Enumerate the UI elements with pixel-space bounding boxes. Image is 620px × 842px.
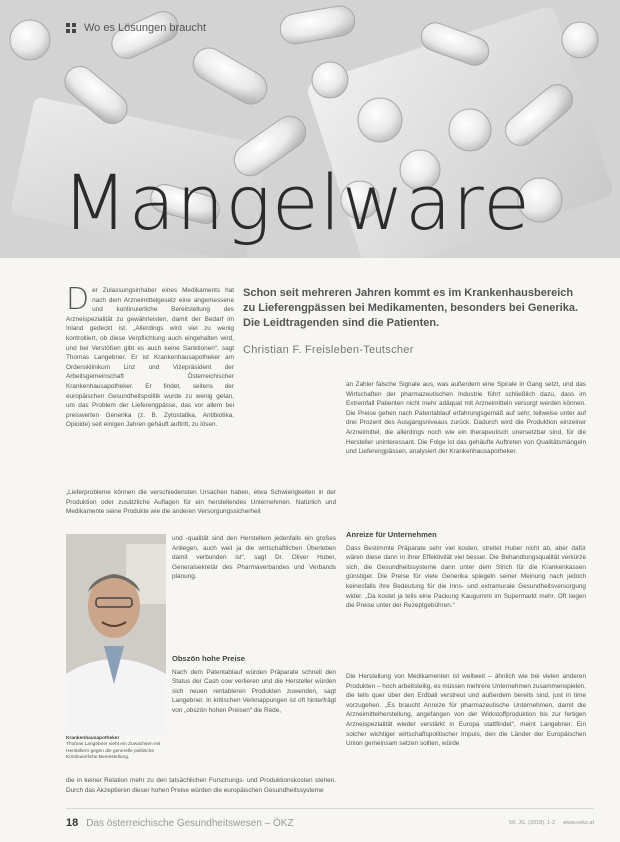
- body-paragraph-7: Dass Bestimmte Präparate sehr viel kosten, streitet Huber nicht ab, aber dafür wären diese dann in ihrer Effektivität viel besser. Die Behandlungsqualität verkürze sich, die Gesundheitssysteme dann unter dem Strich für die Krankenkassen günstiger. Die Preise für viele Generika spiegeln seiner Meinung nach jedoch keinesfalls ihre Bedeutung für die Inns- und extramurale Gesundheitsversorgung wider. „Da kostet ja teils eine Packung Kaugummi im Supermarkt mehr. Oft liegen die Preise unter der Rezeptgebühren.“: [346, 544, 586, 610]
- article-title: Mangelware: [62, 158, 531, 247]
- body-paragraph-2: „Lieferprobleme können die verschiedensten Ursachen haben, etwa Schwierigkeiten in der Produktion oder zusätzliche Auflagen für ein herstellendes Unternehmen. Natürlich und Medikamente seine Produkte wie die anderen Versorgungssicherheit: [66, 489, 336, 516]
- caption-name: Krankenhausapotheker: [66, 736, 120, 741]
- photo-caption: [66, 736, 166, 762]
- body-paragraph-5: die in keiner Relation mehr zu den tatsächlichen Forschungs- und Produktionskosten stehen. Durch das Akzeptieren dieser hohen Preise würden die europäischen Gesundheitssysteme: [66, 777, 336, 794]
- body-paragraph-3: und -qualität sind den Herstellern jedenfalls ein großes Anliegen, auch weil ja die wirtschaftlichen Überleben damit verbunden ist“, sagt Dr. Oliver Huber, Generalsekretär des Pharmaverbandes und Verbands planung.: [172, 535, 336, 581]
- rubric-label: Wo es Lösungen braucht: [84, 22, 207, 34]
- rubric-squares-icon: [66, 23, 76, 33]
- issue-info: 59. JG. (2018), 1-2: [508, 819, 556, 826]
- body-paragraph-8: Die Herstellung von Medikamenten ist weltweit – ähnlich wie bei vielen anderen Produkten – hoch arbeitsteilig, es müssen mehrere Unternehmen zusammenspielen, die teils quer über den Erdball verstreut und außerdem bereits sind, just in time vorzugehen. „Es braucht Anreize für pharmazeutische Unternehmen, damit die Arzneimittelherstellung, angefangen von der Wirkstoffproduktion bis zur fertigen Arzneispezialität wieder verstärkt in Europa stattfindet“, meint Langebner. Ein solcher wichtiger wirtschaftspolitischer Impuls, den die Länder der Europäischen Union gemeinsam setzen sollten, würde: [346, 673, 586, 748]
- article-author: Christian F. Freisleben-Teutscher: [243, 344, 414, 356]
- body-section-anreize: [346, 530, 586, 611]
- section-rubric: [66, 22, 206, 34]
- portrait-person-icon: [66, 534, 166, 734]
- body-paragraph-4: Nach dem Patentablauf würden Präparate schnell den Status der Cash cow verlieren und die Hersteller würden sich neuen rentableren Produkten zuwenden, sagt Langebner. In kritischen Verknappungen ist oft hinterfrägt von „obszön hohen Preisen“ die Rede,: [172, 668, 336, 714]
- hero-image: [0, 0, 620, 258]
- subheading-anreize: Anreize für Unternehmen: [346, 530, 437, 539]
- subheading-obszoen-hohe-preise: Obszön hohe Preise: [172, 654, 246, 663]
- caption-text: Thomas Langebner sieht ein Zuwachsen mit Herstellern gegen die generelle politische Kontinuierliche Bereitstellung.: [66, 742, 161, 761]
- page-footer: [66, 808, 594, 828]
- article-lead: Schon seit mehreren Jahren kommt es im Krankenhausbereich zu Lieferengpässen bei Medikamenten, besonders bei Generika. Die Leidtragenden sind die Patienten.: [243, 287, 578, 329]
- drop-cap: D: [66, 282, 90, 317]
- website-link[interactable]: www.oekz.at: [563, 819, 594, 826]
- body-paragraph-6: an Zahler falsche Signale aus, was außerdem eine Spirale in Gang setzt, und das Wirtschaften der pharmazeutischen Industrie führt schließlich dazu, dass im Extremfall Patienten nicht mehr adäquat mit Arzneimitteln versorgt werden können. Die Preise gehen nach Patentablauf erfahrungsgemäß auf sehr, teilweise unter auf drei Prozent des Ausgangsniveaus zurück. Dadurch wird die Produktion einzelner Arzneimittel, die allerdings noch wie ein therapeutisch unersetzbar sind, für die Hersteller uninteressant. Die Folge ist das gehäufte Auftreten von Qualitätsmängeln und Lieferengpässen, analysiert der Krankenhausapotheker.: [346, 381, 586, 456]
- portrait-photo: [66, 534, 166, 734]
- body-paragraph-1: Der Zulassungsinhaber eines Medikaments hat nach dem Arzneimittelgesetz eine angemessene und kontinuierliche Bereitstellung des Arzneispezialität zu gewährleisten, damit der Bedarf im Inland gedeckt ist. „Allerdings wird viel zu wenig kontrolliert, ob diese Verpflichtung auch eingehalten wird, und bei Verstößen gibt es auch keine Sanktionen“, sagt Thomas Langebner. Er ist Krankenhausapotheker am Ordensklinikum Linz und Vizepräsident der Arbeitsgemeinschaft Österreichischer Krankenhausapotheker. Er findet, seitens der europäischen Gesundheitspolitik wurde zu wenig getan, um das Problem der Lieferengpässe, das vor allem bei preiswerten Generika (z. B. Zytostatika, Antibiotika, Opioide) seit einigen Jahren gehäuft auftritt, zu lösen.: [66, 282, 234, 429]
- body-section-obszoen: [172, 654, 336, 716]
- page-number: 18: [66, 816, 79, 829]
- magazine-title: Das österreichische Gesundheitswesen – ÖKZ: [86, 817, 294, 829]
